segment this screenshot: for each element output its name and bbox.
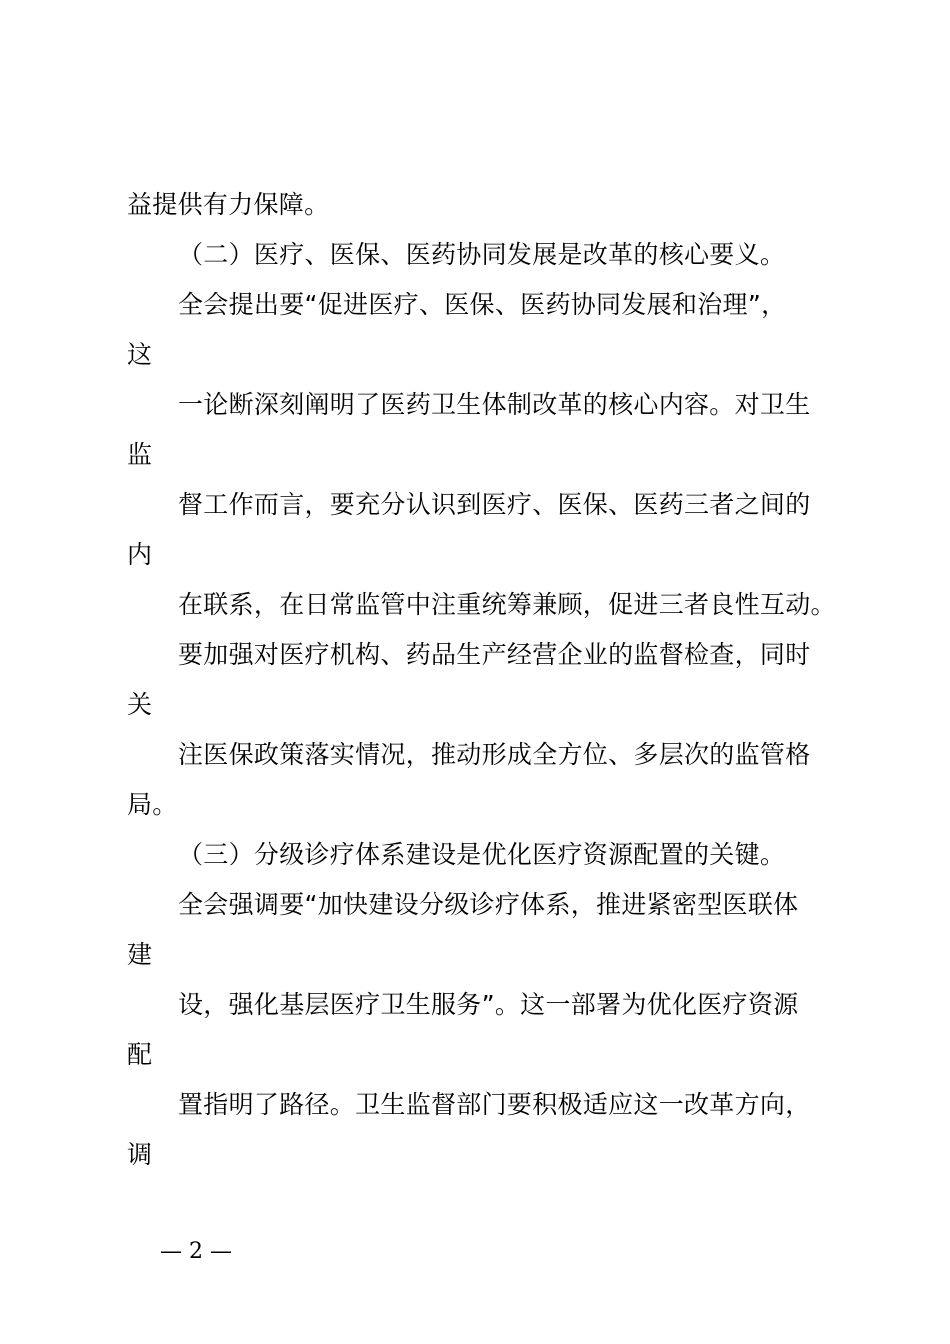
text-line: 配	[127, 1040, 153, 1069]
text-line: 设，强化基层医疗卫生服务”。这一部署为优化医疗资源	[178, 990, 799, 1019]
text-line: 全会强调要“加快建设分级诊疗体系，推进紧密型医联体	[178, 890, 799, 919]
text-line: 一论断深刻阐明了医药卫生体制改革的核心内容。对卫生	[178, 390, 811, 419]
text-line: 监	[127, 440, 153, 469]
text-line: 这	[127, 340, 153, 369]
text-line: 注医保政策落实情况，推动形成全方位、多层次的监管格	[178, 740, 811, 769]
text-line: 置指明了路径。卫生监督部门要积极适应这一改革方向，	[178, 1090, 811, 1119]
text-line: 内	[127, 540, 153, 569]
text-line: 在联系，在日常监管中注重统筹兼顾，促进三者良性互动。	[178, 590, 836, 619]
page-number: — 2 —	[160, 1239, 232, 1264]
text-line: 益提供有力保障。	[127, 190, 330, 219]
section-heading: （二）医疗、医保、医药协同发展是改革的核心要义。	[178, 240, 786, 269]
text-line: 关	[127, 690, 153, 719]
text-line: 全会提出要“促进医疗、医保、医药协同发展和治理”，	[178, 290, 787, 319]
text-line: 建	[127, 940, 153, 969]
text-line: 调	[127, 1140, 153, 1169]
text-line: 局。	[127, 790, 178, 819]
text-line: 要加强对医疗机构、药品生产经营企业的监督检查，同时	[178, 640, 811, 669]
section-heading: （三）分级诊疗体系建设是优化医疗资源配置的关键。	[178, 840, 786, 869]
text-line: 督工作而言，要充分认识到医疗、医保、医药三者之间的	[178, 490, 811, 519]
